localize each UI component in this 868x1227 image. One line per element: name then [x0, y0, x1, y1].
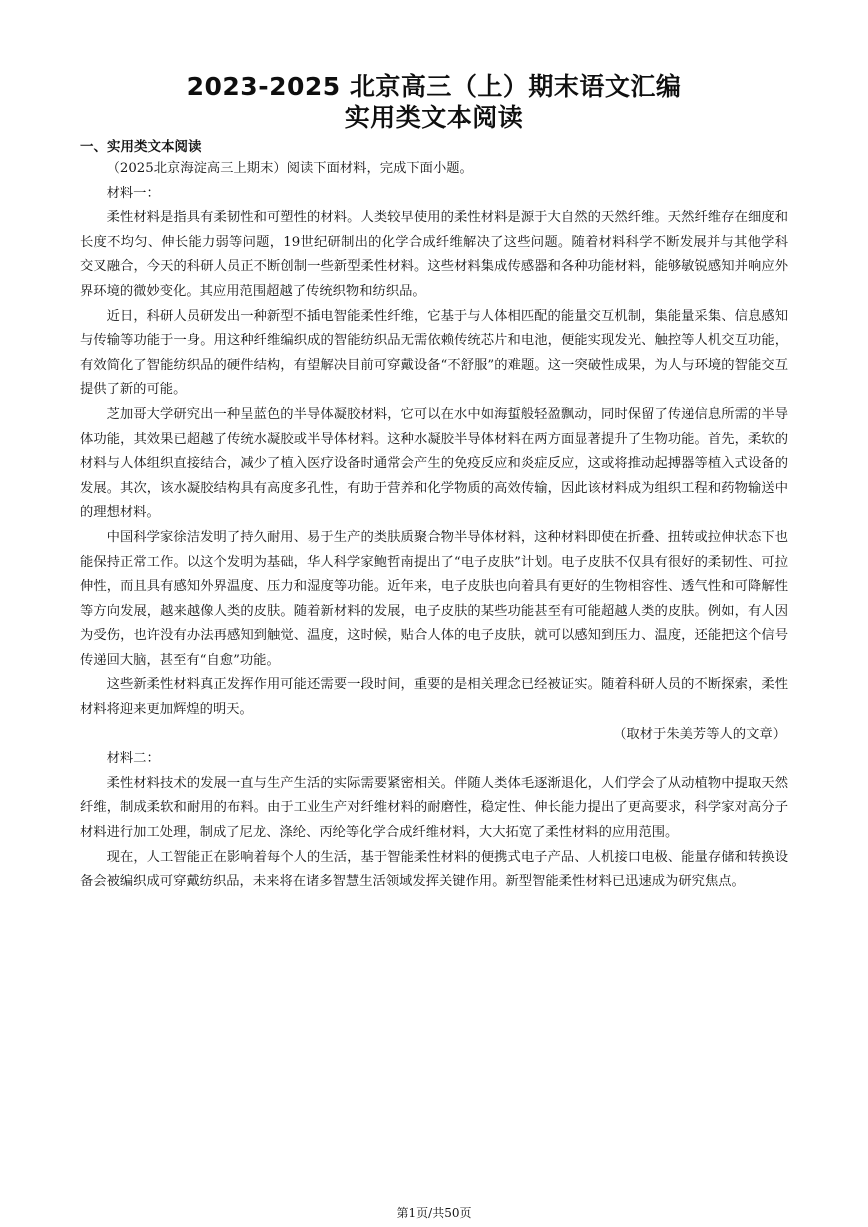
paragraph: 现在，人工智能正在影响着每个人的生活，基于智能柔性材料的便携式电子产品、人机接口电极、能量存储和转换设备会被编织成可穿戴纺织品，未来将在诸多智慧生活领域发挥关键作用。新型智能柔性材料已迅速成为研究焦点。: [80, 849, 788, 890]
paragraph: 柔性材料是指具有柔韧性和可塑性的材料。人类较早使用的柔性材料是源于大自然的天然纤维。天然纤维存在细度和长度不均匀、伸长能力弱等问题，19世纪研制出的化学合成纤维解决了这些问题。随着材料科学不断发展并与其他学科交叉融合，今天的科研人员正不断创制一些新型柔性材料。这些材料集成传感器和各种功能材料，能够敏锐感知并响应外界环境的微妙变化。其应用范围超越了传统织物和纺织品。: [80, 210, 788, 299]
document-title: 2023-2025 北京高三（上）期末语文汇编: [186, 72, 682, 101]
paragraph: 芝加哥大学研究出一种呈蓝色的半导体凝胶材料，它可以在水中如海蜇般轻盈飘动，同时保留了传递信息所需的半导体功能，其效果已超越了传统水凝胶或半导体材料。这种水凝胶半导体材料在两方面显著提升了生物功能。首先，柔软的材料与人体组织直接结合，减少了植入医疗设备时通常会产生的免疫反应和炎症反应，这或将推动起搏器等植入式设备的发展。其次，该水凝胶结构具有高度多孔性，有助于营养和化学物质的高效传输，因此该材料成为组织工程和药物输送中的理想材料。: [80, 406, 788, 521]
material-label: 材料二：: [106, 751, 160, 767]
paragraph: 近日，科研人员研发出一种新型不插电智能柔性纤维，它基于与人体相匹配的能量交互机制，集能量采集、信息感知与传输等功能于一身。用这种纤维编织成的智能纺织品无需依赖传统芯片和电池，便能实现发光、触控等人机交互功能，有效简化了智能纺织品的硬件结构，有望解决目前可穿戴设备“不舒服”的难题。这一突破性成果，为人与环境的智能交互提供了新的可能。: [80, 308, 788, 398]
section-heading: 一、实用类文本阅读: [80, 139, 202, 155]
document-subtitle: 实用类文本阅读: [344, 103, 524, 132]
question-intro: （2025北京海淀高三上期末）阅读下面材料，完成下面小题。: [106, 161, 473, 176]
page-number: 第1页/共50页: [396, 1206, 472, 1220]
paragraph: 柔性材料技术的发展一直与生产生活的实际需要紧密相关。伴随人类体毛逐渐退化，人们学会了从动植物中提取天然纤维，制成柔软和耐用的布料。由于工业生产对纤维材料的耐磨性，稳定性、伸长能力提出了更高要求，科学家对高分子材料进行加工处理，制成了尼龙、涤纶、丙纶等化学合成纤维材料，大大拓宽了柔性材料的应用范围。: [80, 775, 788, 841]
paragraph: 这些新柔性材料真正发挥作用可能还需要一段时间，重要的是相关理念已经被证实。随着科研人员的不断探索，柔性材料将迎来更加辉煌的明天。: [80, 677, 788, 718]
source-citation: （取材于朱美芳等人的文章）: [613, 726, 786, 742]
material-label: 材料一：: [106, 185, 160, 201]
article-body: [80, 157, 788, 895]
paragraph: 中国科学家徐洁发明了持久耐用、易于生产的类肤质聚合物半导体材料，这种材料即使在折叠、扭转或拉伸状态下也能保持正常工作。以这个发明为基础，华人科学家鲍哲南提出了“电子皮肤”计划。电子皮肤不仅具有很好的柔韧性、可拉伸性，而且具有感知外界温度、压力和湿度等功能。近年来，电子皮肤也向着具有更好的生物相容性、透气性和可降解性等方向发展，越来越像人类的皮肤。随着新材料的发展，电子皮肤的某些功能甚至有可能超越人类的皮肤。例如，有人因为受伤，也许没有办法再感知到触觉、温度，这时候，贴合人体的电子皮肤，就可以感知到压力、温度，还能把这个信号传递回大脑，甚至有“自愈”功能。: [80, 529, 788, 668]
